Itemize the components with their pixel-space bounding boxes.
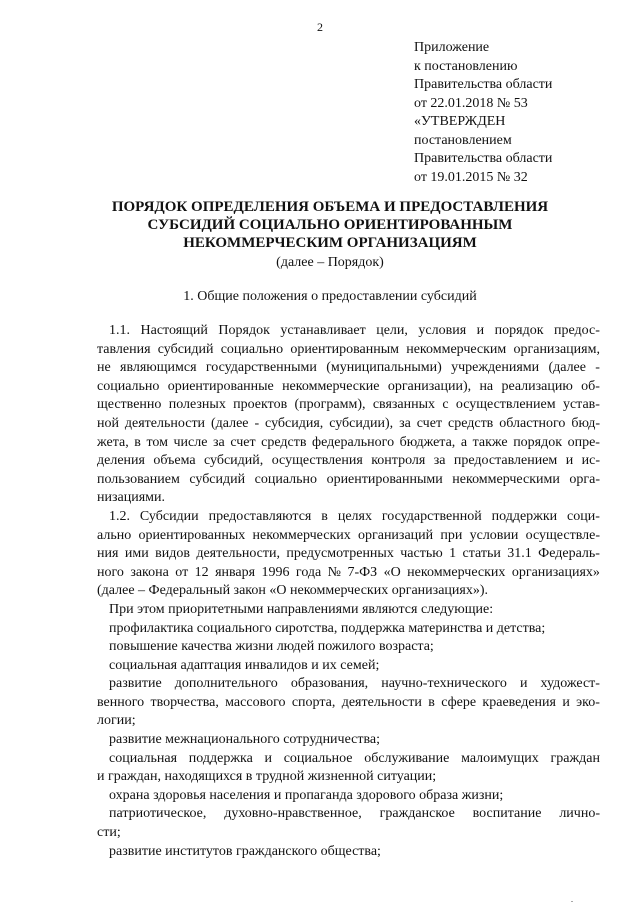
body-line: сти;: [97, 825, 121, 841]
body-line: ной деятельности (далее - субсидия, субсидии), за счет средств областного бюд-: [97, 415, 600, 431]
body-line: 1.1. Настоящий Порядок устанавливает цели, условия и порядок предос-: [109, 323, 600, 338]
body-line: жета, в том числе за счет средств федерального бюджета, а также порядок опре-: [97, 434, 600, 450]
approval-block: [414, 39, 614, 187]
section-heading: 1. Общие положения о предоставлении субсидий: [183, 289, 477, 304]
body-line: развитие институтов гражданского общества;: [109, 843, 381, 859]
approval-line: к постановлению: [414, 58, 518, 74]
body-line: щественно полезных проектов (программ), связанных с осуществлением устав-: [97, 397, 600, 413]
approval-line: Правительства области: [414, 151, 553, 166]
body-text: [97, 322, 600, 861]
title-line: ПОРЯДОК ОПРЕДЕЛЕНИЯ ОБЪЕМА И ПРЕДОСТАВЛЕНИЯ: [111, 199, 549, 215]
approval-line: Приложение: [414, 40, 490, 55]
title-line: СУБСИДИЙ СОЦИАЛЬНО ОРИЕНТИРОВАННЫМ: [147, 217, 513, 233]
body-line: развитие дополнительного образования, научно-технического и художест-: [109, 676, 600, 692]
body-line: низациями.: [97, 490, 166, 506]
body-line: патриотическое, духовно-нравственное, гражданское воспитание лично-: [109, 806, 600, 822]
document-title: [40, 198, 620, 272]
approval-line: постановлением: [414, 132, 512, 148]
body-line: ально ориентированных некоммерческих организаций при условии осуществле-: [97, 527, 600, 543]
body-line: социально ориентированные некоммерческие организации), на реализацию об-: [97, 378, 600, 394]
body-line: развитие межнационального сотрудничества;: [109, 732, 381, 748]
footer-mark: .: [571, 895, 573, 904]
approval-line: от 22.01.2018 № 53: [414, 95, 528, 111]
body-line: 1.2. Субсидии предоставляются в целях государственной поддержки соци-: [109, 508, 600, 524]
approval-line: «УТВЕРЖДЕН: [414, 114, 506, 129]
body-line: логии;: [97, 713, 136, 729]
body-line: тавления субсидий социально ориентированным некоммерческим организациям,: [97, 341, 600, 357]
body-line: повышение качества жизни людей пожилого возраста;: [109, 639, 434, 655]
body-line: и граждан, находящихся в трудной жизненной ситуации;: [97, 769, 437, 785]
body-line: профилактика социального сиротства, поддержка материнства и детства;: [109, 620, 546, 636]
body-line: деления объема субсидий, осуществления контроля за предоставлением и ис-: [97, 453, 600, 469]
body-line: При этом приоритетными направлениями являются следующие:: [109, 601, 494, 617]
body-line: венного творчества, массового спорта, деятельности в сфере краеведения и эко-: [97, 694, 600, 710]
title-subtitle: (далее – Порядок): [276, 255, 384, 270]
body-line: пользованием субсидий социально ориентированными некоммерческими орга-: [97, 471, 600, 487]
body-line: охрана здоровья населения и пропаганда здорового образа жизни;: [109, 787, 504, 803]
approval-line: от 19.01.2015 № 32: [414, 169, 528, 185]
body-line: социальная адаптация инвалидов и их семей;: [109, 657, 380, 673]
body-line: социальная поддержка и социальное обслуживание малоимущих граждан: [109, 750, 600, 766]
body-line: не являющимся государственными (муниципальными) учреждениями (далее -: [97, 360, 600, 376]
body-line: ния ими видов деятельности, предусмотренных частью 1 статьи 31.1 Федераль-: [97, 546, 600, 562]
body-line: (далее – Федеральный закон «О некоммерческих организациях»).: [97, 583, 488, 599]
page-number: 2: [317, 20, 323, 34]
body-line: ного закона от 12 января 1996 года № 7-ФЗ «О некоммерческих организациях»: [97, 564, 600, 580]
approval-line: Правительства области: [414, 77, 553, 92]
title-line: НЕКОММЕРЧЕСКИМ ОРГАНИЗАЦИЯМ: [183, 235, 477, 251]
